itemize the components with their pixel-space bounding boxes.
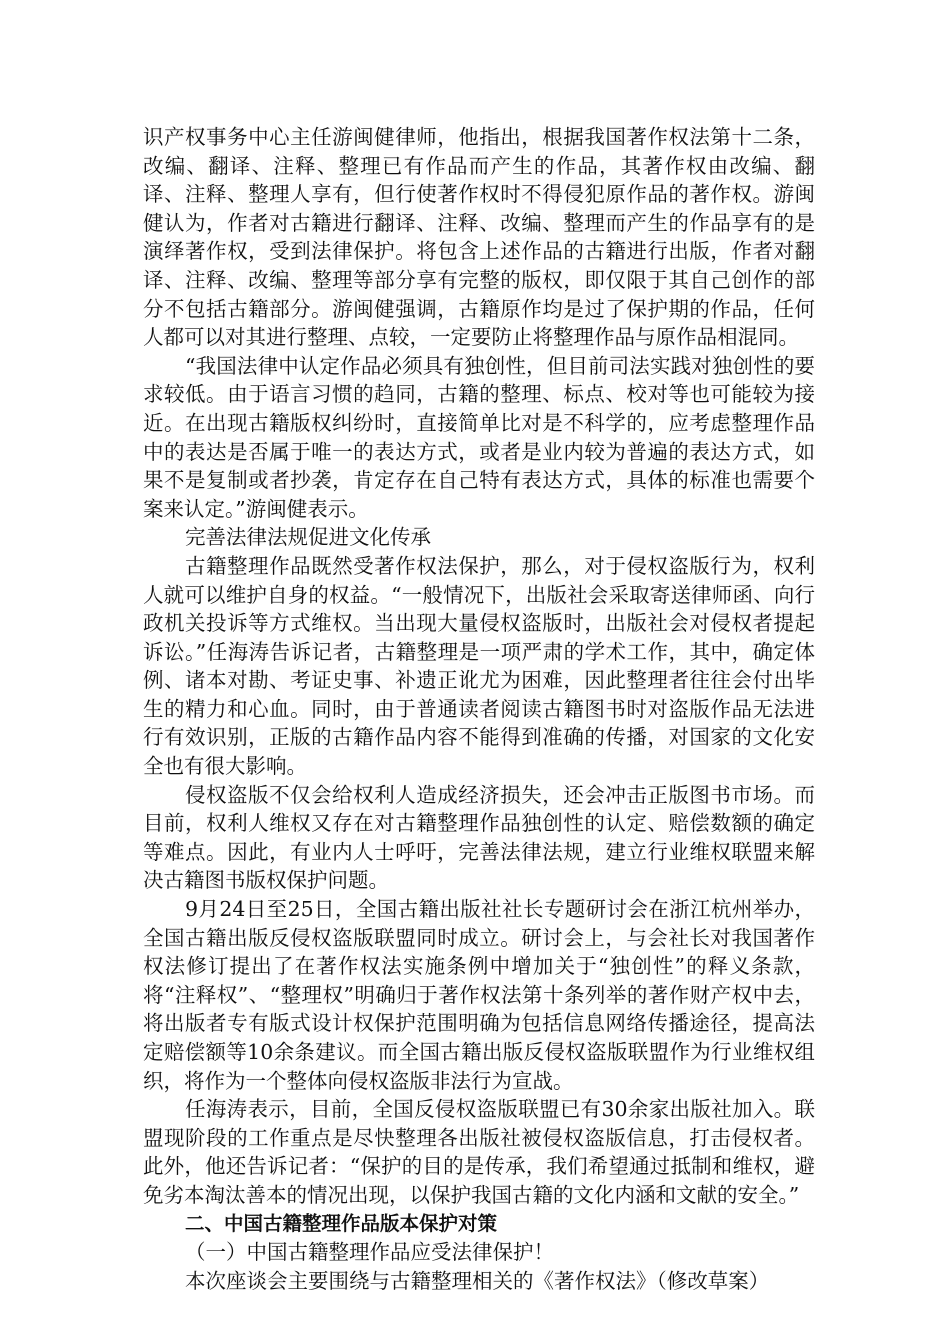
section-heading: 二、中国古籍整理作品版本保护对策 [185,1211,498,1235]
subsection-heading: （一）中国古籍整理作品应受法律保护！ [185,1240,554,1265]
paragraph-alliance: 任海涛表示，目前，全国反侵权盗版联盟已有30余家出版社加入。联盟现阶段的工作重点是尽快整理各出版社被侵权盗版信息，打击侵权者。此外，他还告诉记者：“保护的目的是传承，我们希望通过抵制和维权，避免劣本淘汰善本的情况出现，以保护我国古籍的文化内涵和文献的安全。” [143,1097,815,1207]
paragraph-originality-quote: “我国法律中认定作品必须具有独创性，但目前司法实践对独创性的要求较低。由于语言习惯的趋同，古籍的整理、标点、校对等也可能较为接近。在出现古籍版权纠纷时，直接简单比对是不科学的，应考虑整理作品中的表达是否属于唯一的表达方式，或者是业内较为普遍的表达方式，如果不是复制或者抄袭，肯定存在自己特有表达方式，具体的标准也需要个案来认定。”游闽健表示。 [143,353,815,521]
paragraph-rights-protection: 古籍整理作品既然受著作权法保护，那么，对于侵权盗版行为，权利人就可以维护自身的权益。“一般情况下，出版社会采取寄送律师函、向行政机关投诉等方式维权。当出现大量侵权盗版时，出版社会对侵权者提起诉讼。”任海涛告诉记者，古籍整理是一项严肃的学术工作，其中，确定体例、诸本对勘、考证史事、补遗正讹尤为困难，因此整理者往往会付出毕生的精力和心血。同时，由于普通读者阅读古籍图书时对盗版作品无法进行有效识别，正版的古籍作品内容不能得到准确的传播，对国家的文化安全也有很大影响。 [143,553,815,779]
paragraph-symposium: 本次座谈会主要围绕与古籍整理相关的《著作权法》（修改草案） [185,1268,770,1293]
paragraph-seminar: 9月24日至25日，全国古籍出版社社长专题研讨会在浙江杭州举办，全国古籍出版反侵权盗版联盟同时成立。研讨会上，与会社长对我国著作权法修订提出了在著作权法实施条例中增加关于“独创性”的释义条款，将“注释权”、“整理权”明确归于著作权法第十条列举的著作财产权中去，将出版者专有版式设计权保护范围明确为包括信息网络传播途径，提高法定赔偿额等10余条建议。而全国古籍出版反侵权盗版联盟作为行业维权组织，将作为一个整体向侵权盗版非法行为宣战。 [143,897,815,1093]
section-title-improve-laws: 完善法律法规促进文化传承 [185,525,431,550]
paragraph-lawyer-view: 识产权事务中心主任游闽健律师，他指出，根据我国著作权法第十二条，改编、翻译、注释、整理已有作品而产生的作品，其著作权由改编、翻译、注释、整理人享有，但行使著作权时不得侵犯原作品的著作权。游闽健认为，作者对古籍进行翻译、注释、改编、整理而产生的作品享有的是演绎著作权，受到法律保护。将包含上述作品的古籍进行出版，作者对翻译、注释、改编、整理等部分享有完整的版权，即仅限于其自己创作的部分不包括古籍部分。游闽健强调，古籍原作均是过了保护期的作品，任何人都可以对其进行整理、点较，一定要防止将整理作品与原作品相混同。 [143,125,815,350]
paragraph-piracy-losses: 侵权盗版不仅会给权利人造成经济损失，还会冲击正版图书市场。而目前，权利人维权又存在对古籍整理作品独创性的认定、赔偿数额的确定等难点。因此，有业内人士呼吁，完善法律法规，建立行业维权联盟来解决古籍图书版权保护问题。 [143,782,815,893]
document-body [143,123,815,1295]
